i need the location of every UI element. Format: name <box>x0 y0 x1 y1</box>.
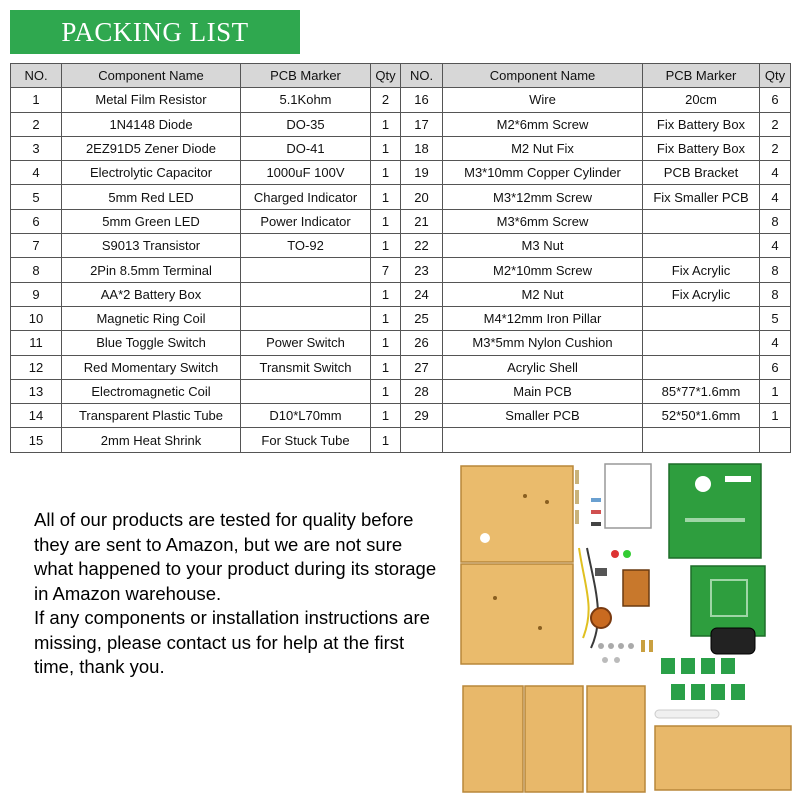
smaller-pcb <box>691 566 765 636</box>
left-component-name-cell: Transparent Plastic Tube <box>62 404 241 428</box>
right-component-name-cell: M3*5mm Nylon Cushion <box>443 331 643 355</box>
right-quantity-cell: 6 <box>760 355 791 379</box>
right-quantity-cell: 4 <box>760 234 791 258</box>
right-pcb-marker-cell: Fix Acrylic <box>643 258 760 282</box>
left-quantity-cell: 1 <box>371 234 401 258</box>
left-number-cell: 11 <box>11 331 62 355</box>
left-quantity-cell: 1 <box>371 185 401 209</box>
green-terminals <box>661 658 745 700</box>
left-component-name-cell: S9013 Transistor <box>62 234 241 258</box>
header-no-left: NO. <box>11 64 62 88</box>
right-quantity-cell: 5 <box>760 306 791 330</box>
left-component-name-cell: Red Momentary Switch <box>62 355 241 379</box>
right-quantity-cell: 8 <box>760 282 791 306</box>
left-component-name-cell: 2Pin 8.5mm Terminal <box>62 258 241 282</box>
left-quantity-cell: 1 <box>371 209 401 233</box>
table-row <box>11 282 791 306</box>
right-component-name-cell: M3*10mm Copper Cylinder <box>443 161 643 185</box>
right-number-cell: 18 <box>401 136 443 160</box>
right-quantity-cell: 2 <box>760 112 791 136</box>
header-component-right: Component Name <box>443 64 643 88</box>
table-header-row <box>11 64 791 88</box>
right-number-cell: 29 <box>401 404 443 428</box>
right-number-cell: 19 <box>401 161 443 185</box>
left-number-cell: 1 <box>11 88 62 112</box>
kit-components-photo <box>455 458 795 798</box>
note-paragraph-1: All of our products are tested for quality before they are sent to Amazon, but we are not sure what happened to your product during its storage in Amazon warehouse. <box>34 509 437 604</box>
right-pcb-marker-cell: PCB Bracket <box>643 161 760 185</box>
left-component-name-cell: 5mm Green LED <box>62 209 241 233</box>
kit-components-illustration <box>455 458 795 798</box>
table-row <box>11 404 791 428</box>
left-component-name-cell: 5mm Red LED <box>62 185 241 209</box>
header-no-right: NO. <box>401 64 443 88</box>
left-number-cell: 3 <box>11 136 62 160</box>
plastic-tube <box>655 710 719 718</box>
left-number-cell: 14 <box>11 404 62 428</box>
right-number-cell: 22 <box>401 234 443 258</box>
screws-and-nuts <box>598 640 653 663</box>
left-number-cell: 9 <box>11 282 62 306</box>
left-quantity-cell: 1 <box>371 306 401 330</box>
right-component-name-cell: M3*6mm Screw <box>443 209 643 233</box>
left-pcb-marker-cell <box>241 282 371 306</box>
left-quantity-cell: 1 <box>371 136 401 160</box>
right-component-name-cell: M2*10mm Screw <box>443 258 643 282</box>
right-pcb-marker-cell: Fix Smaller PCB <box>643 185 760 209</box>
table-row <box>11 234 791 258</box>
left-component-name-cell: Blue Toggle Switch <box>62 331 241 355</box>
left-number-cell: 7 <box>11 234 62 258</box>
left-component-name-cell: 2EZ91D5 Zener Diode <box>62 136 241 160</box>
right-component-name-cell: M2 Nut <box>443 282 643 306</box>
header-qty-right: Qty <box>760 64 791 88</box>
right-number-cell: 21 <box>401 209 443 233</box>
left-number-cell: 10 <box>11 306 62 330</box>
left-pcb-marker-cell: For Stuck Tube <box>241 428 371 452</box>
left-quantity-cell: 2 <box>371 88 401 112</box>
wire <box>579 548 589 638</box>
right-number-cell: 26 <box>401 331 443 355</box>
left-component-name-cell: 2mm Heat Shrink <box>62 428 241 452</box>
right-component-name-cell: M3 Nut <box>443 234 643 258</box>
left-pcb-marker-cell <box>241 306 371 330</box>
left-pcb-marker-cell: Power Switch <box>241 331 371 355</box>
header-marker-left: PCB Marker <box>241 64 371 88</box>
right-number-cell: 16 <box>401 88 443 112</box>
left-pcb-marker-cell: DO-35 <box>241 112 371 136</box>
main-pcb <box>669 464 761 558</box>
right-quantity-cell <box>760 428 791 452</box>
right-number-cell <box>401 428 443 452</box>
left-quantity-cell: 1 <box>371 428 401 452</box>
header-qty-left: Qty <box>371 64 401 88</box>
left-pcb-marker-cell: Transmit Switch <box>241 355 371 379</box>
left-quantity-cell: 1 <box>371 355 401 379</box>
left-pcb-marker-cell <box>241 379 371 403</box>
left-pcb-marker-cell: D10*L70mm <box>241 404 371 428</box>
table-row <box>11 306 791 330</box>
left-number-cell: 15 <box>11 428 62 452</box>
acrylic-panel-mid-left <box>461 564 573 664</box>
left-quantity-cell: 1 <box>371 282 401 306</box>
left-number-cell: 6 <box>11 209 62 233</box>
header-marker-right: PCB Marker <box>643 64 760 88</box>
right-number-cell: 17 <box>401 112 443 136</box>
right-component-name-cell: M3*12mm Screw <box>443 185 643 209</box>
left-number-cell: 13 <box>11 379 62 403</box>
left-pcb-marker-cell: Power Indicator <box>241 209 371 233</box>
left-component-name-cell: Metal Film Resistor <box>62 88 241 112</box>
electrolytic-capacitor <box>711 628 755 654</box>
right-pcb-marker-cell: Fix Battery Box <box>643 136 760 160</box>
right-quantity-cell: 2 <box>760 136 791 160</box>
ring-coil <box>591 608 611 628</box>
right-pcb-marker-cell <box>643 234 760 258</box>
right-pcb-marker-cell: 52*50*1.6mm <box>643 404 760 428</box>
right-component-name-cell: Wire <box>443 88 643 112</box>
acrylic-panel-bottom-3 <box>587 686 645 792</box>
packing-list-banner <box>10 10 300 54</box>
electromagnetic-coil <box>623 570 649 606</box>
left-quantity-cell: 1 <box>371 331 401 355</box>
left-component-name-cell: Electrolytic Capacitor <box>62 161 241 185</box>
right-number-cell: 23 <box>401 258 443 282</box>
right-quantity-cell: 4 <box>760 185 791 209</box>
right-quantity-cell: 4 <box>760 331 791 355</box>
right-pcb-marker-cell: Fix Acrylic <box>643 282 760 306</box>
right-component-name-cell: M4*12mm Iron Pillar <box>443 306 643 330</box>
left-number-cell: 8 <box>11 258 62 282</box>
left-component-name-cell: Magnetic Ring Coil <box>62 306 241 330</box>
acrylic-panel-top-left <box>461 466 573 562</box>
acrylic-panel-bottom-2 <box>525 686 583 792</box>
left-quantity-cell: 1 <box>371 379 401 403</box>
right-number-cell: 28 <box>401 379 443 403</box>
table-row <box>11 355 791 379</box>
left-pcb-marker-cell: Charged Indicator <box>241 185 371 209</box>
right-pcb-marker-cell <box>643 209 760 233</box>
right-number-cell: 20 <box>401 185 443 209</box>
left-quantity-cell: 1 <box>371 404 401 428</box>
right-quantity-cell: 8 <box>760 209 791 233</box>
right-component-name-cell: Smaller PCB <box>443 404 643 428</box>
table-row <box>11 112 791 136</box>
table-row <box>11 161 791 185</box>
acrylic-panel-bottom-right <box>655 726 791 790</box>
right-number-cell: 24 <box>401 282 443 306</box>
note-paragraph-2: If any components or installation instructions are missing, please contact us for help at the first time, thank you. <box>34 607 430 677</box>
table-row <box>11 185 791 209</box>
left-pcb-marker-cell: DO-41 <box>241 136 371 160</box>
acrylic-panel-bottom-1 <box>463 686 523 792</box>
right-component-name-cell: Main PCB <box>443 379 643 403</box>
right-component-name-cell: Acrylic Shell <box>443 355 643 379</box>
left-quantity-cell: 1 <box>371 112 401 136</box>
right-component-name-cell <box>443 428 643 452</box>
right-component-name-cell: M2*6mm Screw <box>443 112 643 136</box>
left-number-cell: 4 <box>11 161 62 185</box>
right-pcb-marker-cell <box>643 331 760 355</box>
table-row <box>11 209 791 233</box>
banner-title: PACKING LIST <box>61 17 249 47</box>
left-component-name-cell: AA*2 Battery Box <box>62 282 241 306</box>
right-quantity-cell: 1 <box>760 379 791 403</box>
table-row <box>11 258 791 282</box>
right-pcb-marker-cell <box>643 306 760 330</box>
right-quantity-cell: 8 <box>760 258 791 282</box>
left-pcb-marker-cell: TO-92 <box>241 234 371 258</box>
right-quantity-cell: 1 <box>760 404 791 428</box>
left-number-cell: 5 <box>11 185 62 209</box>
left-pcb-marker-cell: 5.1Kohm <box>241 88 371 112</box>
left-quantity-cell: 7 <box>371 258 401 282</box>
right-quantity-cell: 4 <box>760 161 791 185</box>
right-pcb-marker-cell: Fix Battery Box <box>643 112 760 136</box>
table-body <box>11 88 791 452</box>
right-pcb-marker-cell <box>643 428 760 452</box>
battery-box <box>605 464 651 528</box>
table-row <box>11 331 791 355</box>
right-number-cell: 25 <box>401 306 443 330</box>
left-number-cell: 12 <box>11 355 62 379</box>
header-component-left: Component Name <box>62 64 241 88</box>
table-row <box>11 428 791 452</box>
left-number-cell: 2 <box>11 112 62 136</box>
left-quantity-cell: 1 <box>371 161 401 185</box>
left-component-name-cell: Electromagnetic Coil <box>62 379 241 403</box>
packing-list-table <box>10 63 791 453</box>
table-row <box>11 136 791 160</box>
right-component-name-cell: M2 Nut Fix <box>443 136 643 160</box>
right-number-cell: 27 <box>401 355 443 379</box>
right-quantity-cell: 6 <box>760 88 791 112</box>
right-pcb-marker-cell: 20cm <box>643 88 760 112</box>
table-row <box>11 88 791 112</box>
right-pcb-marker-cell <box>643 355 760 379</box>
right-pcb-marker-cell: 85*77*1.6mm <box>643 379 760 403</box>
left-pcb-marker-cell <box>241 258 371 282</box>
left-pcb-marker-cell: 1000uF 100V <box>241 161 371 185</box>
table-row <box>11 379 791 403</box>
quality-note <box>34 508 444 680</box>
left-component-name-cell: 1N4148 Diode <box>62 112 241 136</box>
